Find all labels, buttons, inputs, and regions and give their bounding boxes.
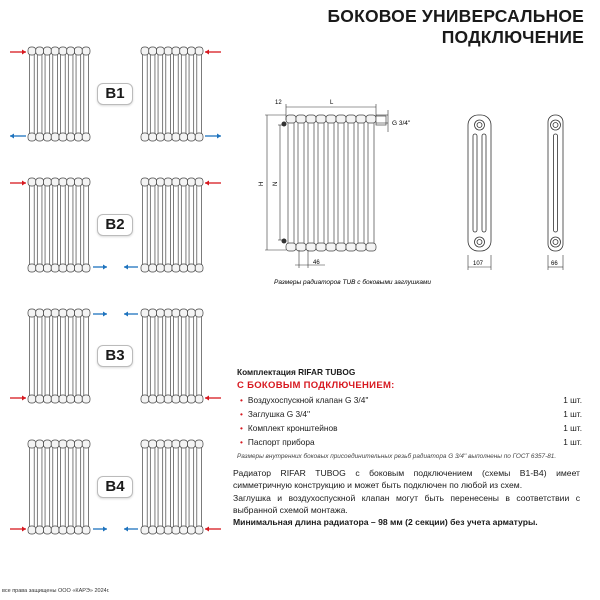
dim-N: N <box>273 181 279 186</box>
description <box>233 467 580 528</box>
radiator-icon <box>28 178 90 272</box>
radiator-icon <box>141 440 203 534</box>
radiator-side-view-3col <box>468 115 491 251</box>
flow-arrow-icon <box>93 265 107 270</box>
bullet-icon: • <box>240 423 243 433</box>
radiator-icon <box>141 47 203 141</box>
kit-item-name: • Паспорт прибора <box>240 437 315 447</box>
flow-arrow-icon <box>205 527 221 532</box>
scheme-label: B4 <box>97 476 133 498</box>
kit-item-qty: 1 шт. <box>563 423 582 433</box>
flow-arrow-icon <box>10 134 26 139</box>
kit-item <box>237 395 582 405</box>
radiator-icon <box>141 309 203 403</box>
kit-item <box>237 423 582 433</box>
dim-thread: G 3/4'' <box>392 120 411 127</box>
kit-item-name: • Комплект кронштейнов <box>240 423 338 433</box>
radiator-icon <box>28 47 90 141</box>
dim-L: L <box>330 100 334 106</box>
description-p1: Радиатор RIFAR TUBOG с боковым подключением (схемы B1-B4) имеет симметричную конструкцию и может быть подключен по любой из схем. <box>233 468 580 491</box>
kit-item-qty: 1 шт. <box>563 437 582 447</box>
flow-arrow-icon <box>205 134 221 139</box>
scheme-label: B3 <box>97 345 133 367</box>
flow-arrow-icon <box>10 527 26 532</box>
flow-arrow-icon <box>10 50 26 55</box>
kit-subheading: С БОКОВЫМ ПОДКЛЮЧЕНИЕМ: <box>237 380 395 391</box>
dim-12: 12 <box>275 100 282 106</box>
radiator-icon <box>28 309 90 403</box>
flow-arrow-icon <box>205 181 221 186</box>
kit-item-name: • Заглушка G 3/4'' <box>240 409 311 419</box>
kit-item <box>237 437 582 447</box>
kit-item-qty: 1 шт. <box>563 395 582 405</box>
dim-46: 46 <box>313 260 320 266</box>
flow-arrow-icon <box>124 312 138 317</box>
page-title: БОКОВОЕ УНИВЕРСАЛЬНОЕ ПОДКЛЮЧЕНИЕ <box>327 6 584 47</box>
radiator-side-view-2col <box>548 115 563 251</box>
dim-H: H <box>259 181 265 186</box>
kit-item-name: • Воздухоспускной клапан G 3/4'' <box>240 395 369 405</box>
kit-note: Размеры внутренних боковых присоединительных резьб радиатора G 3/4'' выполнены по ГОСТ 6357-81. <box>237 453 557 460</box>
drawing-caption: Размеры радиаторов TUB с боковыми заглушками <box>274 279 432 286</box>
copyright: все права защищены ООО «КАРЭ» 2024г. <box>2 588 110 594</box>
dim-107: 107 <box>473 261 484 267</box>
scheme-label: B1 <box>97 83 133 105</box>
flow-arrow-icon <box>10 396 26 401</box>
bullet-icon: • <box>240 437 243 447</box>
bullet-icon: • <box>240 395 243 405</box>
kit-item <box>237 409 582 419</box>
bullet-icon: • <box>240 409 243 419</box>
dim-66: 66 <box>551 261 558 267</box>
description-p3: Минимальная длина радиатора – 98 мм (2 секции) без учета арматуры. <box>233 517 538 528</box>
dimension-drawing <box>250 90 600 290</box>
kit-section <box>237 367 582 460</box>
radiator-front-view <box>282 115 387 251</box>
radiator-icon <box>28 440 90 534</box>
description-p2: Заглушка и воздухоспускной клапан могут быть перенесены в соответствии с выбранной схемой монтажа. <box>233 492 580 515</box>
flow-arrow-icon <box>93 527 107 532</box>
radiator-icon <box>286 115 376 251</box>
kit-item-qty: 1 шт. <box>563 409 582 419</box>
kit-heading: Комплектация RIFAR TUBOG <box>237 367 356 377</box>
flow-arrow-icon <box>124 527 138 532</box>
flow-arrow-icon <box>124 265 138 270</box>
flow-arrow-icon <box>205 396 221 401</box>
scheme-label: B2 <box>97 214 133 236</box>
flow-arrow-icon <box>10 181 26 186</box>
flow-arrow-icon <box>93 312 107 317</box>
flow-arrow-icon <box>205 50 221 55</box>
radiator-icon <box>141 178 203 272</box>
